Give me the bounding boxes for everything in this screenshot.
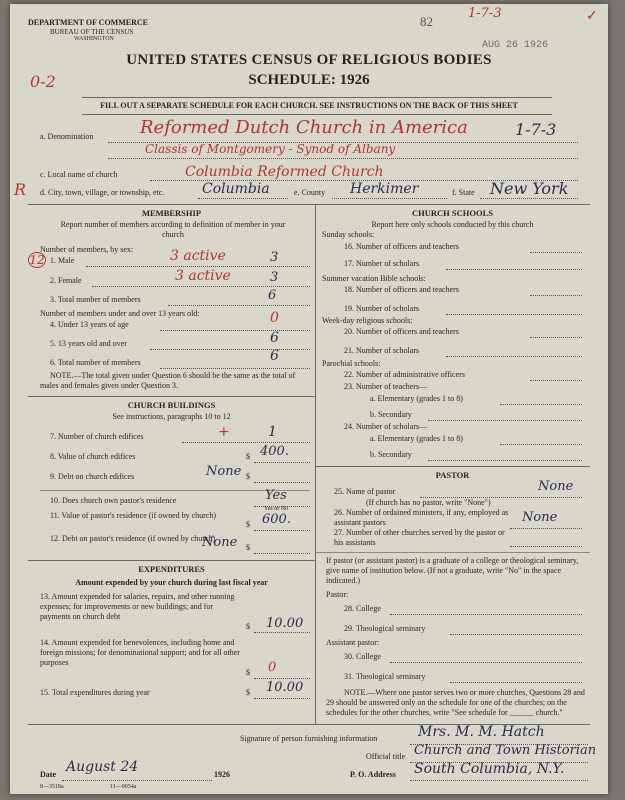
membership-subtitle: Report number of members according to definition of member in your church	[60, 220, 286, 239]
graduate-note: If pastor (or assistant pastor) is a graduate of a college or theological seminary, give name of institution below. (If not a graduate, write "No" in the space indicated.)	[326, 556, 579, 585]
total-members-value: 6	[268, 288, 277, 303]
dollar-sign-14: $	[246, 668, 250, 677]
under13-value: 0	[270, 310, 279, 326]
dollar-sign-12: $	[246, 543, 250, 552]
county-value: Herkimer	[350, 181, 419, 197]
ref-code: 1-7-3	[468, 6, 502, 21]
received-stamp: AUG 26 1926	[482, 40, 549, 51]
over13-label: 5. 13 years old and over	[50, 339, 127, 348]
q27-label: 27. Number of other churches served by the pastor or his assistants	[334, 528, 505, 547]
denomination-value: Reformed Dutch Church in America	[140, 117, 468, 138]
weekday-label: Week-day religious schools:	[322, 316, 413, 325]
q18-label: 18. Number of officers and teachers	[344, 285, 459, 294]
expenditures-title: EXPENDITURES	[138, 564, 205, 574]
schools-subtitle: Report here only schools conducted by this church	[371, 220, 534, 229]
department-label: DEPARTMENT OF COMMERCE	[28, 18, 149, 27]
q14-value: 0	[268, 660, 277, 675]
q16-label: 16. Number of officers and teachers	[344, 242, 459, 251]
edifice-debt-label: 9. Debt on church edifices	[50, 472, 135, 481]
res-value-value: 600.	[262, 512, 291, 527]
q15-value: 10.00	[266, 680, 304, 695]
q13-label: 13. Amount expended for salaries, repairs, and other running expenses; for improvements or new buildings; and for payments on church debt	[40, 592, 235, 621]
expenditures-subtitle: Amount expended by your church during last fiscal year	[75, 578, 268, 587]
membership-note: NOTE.—The total given under Question 6 should be the same as the total of males and females given under Question 3.	[40, 371, 296, 390]
res-value-label: 11. Value of pastor's residence (if owned by church)	[50, 511, 217, 520]
state-label: f. State	[452, 188, 475, 197]
by-sex-label: Number of members, by sex:	[40, 245, 134, 254]
check-mark-icon: ✓	[586, 9, 598, 24]
pastor-note: NOTE.—Where one pastor serves two or more churches, Questions 28 and 29 should be answered only on the schedule for one of the churches; on the schedules for the other churches, write "See schedule for ______ church."	[326, 688, 585, 717]
dollar-sign-9: $	[246, 472, 250, 481]
yes-no-hint: Yes or No	[264, 506, 289, 512]
q17-label: 17. Number of scholars	[344, 259, 420, 268]
residence-value: Yes	[265, 488, 287, 503]
q14-label: 14. Amount expended for benevolences, including home and foreign missions; for denominational support; and for all other purposes	[40, 638, 240, 667]
pastor-title: PASTOR	[435, 470, 470, 480]
under13-label: 4. Under 13 years of age	[50, 320, 129, 329]
over13-value: 6	[270, 330, 279, 346]
q31-label: 31. Theological seminary	[344, 672, 426, 681]
q15-label: 15. Total expenditures during year	[40, 688, 150, 697]
dollar-sign-15: $	[246, 688, 250, 697]
schedule-title: SCHEDULE: 1926	[248, 72, 370, 88]
female-value: 3	[270, 270, 279, 285]
q24b-label: b. Secondary	[370, 450, 412, 459]
date-value: August 24	[66, 759, 139, 775]
denomination-label: a. Denomination	[40, 132, 94, 141]
form-code: 8—3518a	[40, 784, 64, 790]
buildings-title: CHURCH BUILDINGS	[127, 400, 216, 410]
q24a-label: a. Elementary (grades 1 to 8)	[370, 434, 463, 443]
male-note: 3 active	[170, 248, 226, 264]
census-schedule-sheet	[10, 4, 608, 794]
age-intro-label: Number of members under and over 13 years old:	[40, 309, 200, 318]
state-value: New York	[490, 179, 569, 198]
q24-label: 24. Number of scholars—	[344, 422, 428, 431]
official-title-label: Official title	[366, 752, 406, 761]
female-label: 2. Female	[50, 276, 82, 285]
total2-value: 6	[270, 348, 279, 364]
margin-circle-mark: 12	[29, 253, 45, 267]
buildings-subtitle: See instructions, paragraphs 10 to 12	[112, 412, 231, 421]
q23b-label: b. Secondary	[370, 410, 412, 419]
signature-label: Signature of person furnishing information	[240, 734, 378, 743]
address-label: P. O. Address	[350, 770, 396, 779]
city-value: Columbia	[202, 181, 270, 197]
q21-label: 21. Number of scholars	[344, 346, 420, 355]
dollar-sign-11: $	[246, 520, 250, 529]
q25-note: (If church has no pastor, write "None")	[366, 498, 491, 507]
male-value: 3	[270, 250, 279, 265]
classis-value: Classis of Montgomery - Synod of Albany	[145, 142, 396, 156]
membership-title: MEMBERSHIP	[141, 208, 202, 218]
q20-label: 20. Number of officers and teachers	[344, 327, 459, 336]
county-label: e. County	[294, 188, 326, 197]
q19-label: 19. Number of scholars	[344, 304, 420, 313]
edifice-value-label: 8. Value of church edifices	[50, 452, 136, 461]
local-name-value: Columbia Reformed Church	[185, 164, 384, 180]
res-debt-value: None	[202, 535, 238, 550]
sunday-label: Sunday schools:	[322, 230, 375, 239]
city-label: WASHINGTON	[74, 36, 114, 42]
margin-mark-r: R	[14, 180, 27, 199]
q30-label: 30. College	[344, 652, 381, 661]
dollar-sign-13: $	[246, 622, 250, 631]
q28-label: 28. College	[344, 604, 381, 613]
pastor-sub-label: Pastor:	[326, 590, 349, 599]
assistant-label: Assistant pastor:	[326, 638, 380, 647]
schools-title: CHURCH SCHOOLS	[412, 208, 493, 218]
form-code-2: 11—9054a	[110, 784, 137, 790]
dollar-sign-8: $	[246, 452, 250, 461]
q22-label: 22. Number of administrative officers	[344, 370, 465, 379]
instruction-line: FILL OUT A SEPARATE SCHEDULE FOR EACH CHURCH. SEE INSTRUCTIONS ON THE BACK OF THIS SHEET	[100, 101, 518, 110]
bureau-label: BUREAU OF THE CENSUS	[50, 28, 134, 36]
city-label: d. City, town, village, or township, etc.	[40, 188, 165, 197]
edifices-value: 1	[268, 424, 277, 440]
parochial-label: Parochial schools:	[322, 359, 381, 368]
local-name-label: c. Local name of church	[40, 170, 118, 179]
edifice-debt-value: None	[206, 464, 242, 479]
residence-label: 10. Does church own pastor's residence	[50, 496, 177, 505]
address-value: South Columbia, N.Y.	[414, 761, 565, 777]
res-debt-label: 12. Debt on pastor's residence (if owned by church)	[50, 534, 216, 543]
total2-label: 6. Total number of members	[50, 358, 141, 367]
male-label: 1. Male	[50, 256, 75, 265]
plus-mark: +	[218, 424, 230, 440]
denomination-code: 1-7-3	[515, 120, 557, 139]
form-title: UNITED STATES CENSUS OF RELIGIOUS BODIES	[126, 52, 492, 68]
total-members-label: 3. Total number of members	[50, 295, 141, 304]
q26-value: None	[522, 510, 558, 525]
q29-label: 29. Theological seminary	[344, 624, 426, 633]
schedule-number: 82	[420, 14, 433, 29]
female-note: 3 active	[175, 268, 231, 284]
summer-label: Summer vacation Bible schools:	[322, 274, 426, 283]
edifices-label: 7. Number of church edifices	[50, 432, 144, 441]
q23-label: 23. Number of teachers—	[344, 382, 428, 391]
date-label: Date	[40, 770, 56, 779]
q25-value: None	[538, 479, 574, 494]
q23a-label: a. Elementary (grades 1 to 8)	[370, 394, 463, 403]
q26-label: 26. Number of ordained ministers, if any, employed as assistant pastors	[334, 508, 509, 527]
q13-value: 10.00	[266, 616, 304, 631]
official-title-value: Church and Town Historian	[414, 743, 597, 758]
signature-value: Mrs. M. M. Hatch	[418, 724, 545, 740]
red-code: 0-2	[30, 72, 56, 91]
edifice-value-value: 400.	[260, 444, 289, 459]
year-label: 1926	[214, 770, 230, 779]
q25-label: 25. Name of pastor	[334, 487, 396, 496]
